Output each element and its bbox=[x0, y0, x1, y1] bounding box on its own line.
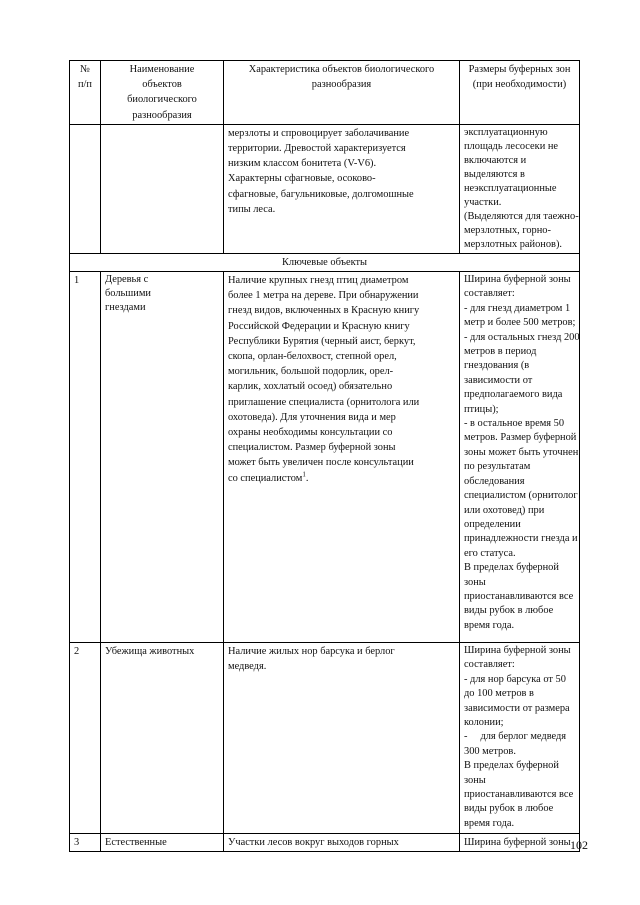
table-row bbox=[70, 272, 580, 643]
last-line: со специалистом bbox=[228, 472, 303, 484]
row-name: Убежища животных bbox=[101, 643, 224, 834]
section-row bbox=[70, 253, 580, 271]
table-row bbox=[70, 643, 580, 834]
header-characteristic: Характеристика объектов биологического разнообразия bbox=[224, 61, 460, 125]
continuation-buffer: эксплуатационную площадь лесосеки не включаются и выделяются в неэксплуатационные участки. (Выделяются для таежно- мерзлотных, горно- мерзлотных районов). bbox=[460, 124, 580, 253]
continuation-num bbox=[70, 124, 101, 253]
continuation-name bbox=[101, 124, 224, 253]
table-row bbox=[70, 834, 580, 852]
biodiversity-table bbox=[69, 60, 580, 852]
row-buffer: Ширина буферной зоны bbox=[460, 834, 580, 852]
row-characteristic: Наличие крупных гнезд птиц диаметром более 1 метра на дереве. При обнаружении гнезд видов, включенных в Красную книгу Российской Федерации и Красную книгу Республики Бурятия (черный аист, беркут, скопа, орлан-белохвост, степной орел, могильник, большой подорлик, орел- карлик, хохлатый осоед) обязательно приглашение специалиста (орнитолога или охотоведа). Для уточнения вида и мер охраны необходимы консультации со специалистом. Размер буферной зоны может быть увеличен после консультации со специалистом$^1$. bbox=[224, 272, 460, 643]
header-row bbox=[70, 61, 580, 125]
continuation-characteristic: мерзлоты и спровоцирует заболачивание территории. Древостой характеризуется низким классом бонитета (V-V6). Характерны сфагновые, осоково- сфагновые, багульниковые, долгомошные типы леса. bbox=[224, 124, 460, 253]
row-num: 2 bbox=[70, 643, 101, 834]
continuation-row bbox=[70, 124, 580, 253]
row-buffer: Ширина буферной зоны составляет: - для гнезд диаметром 1 метр и более 500 метров; - для остальных гнезд 200 метров в период гнездования (в зависимости от предполагаемого вида птицы); - в остальное время 50 метров. Размер буферной зоны может быть уточнен по результатам обследования специалистом (орнитолог или охотовед) при определении принадлежности гнезда и его статуса. В пределах буферной зоны приостанавливаются все виды рубок в любое время года. bbox=[460, 272, 580, 643]
row-name: Деревья с большими гнездами bbox=[101, 272, 224, 643]
last-line-end: . bbox=[305, 472, 309, 484]
row-characteristic: Участки лесов вокруг выходов горных bbox=[224, 834, 460, 852]
header-name: Наименование объектов биологического разнообразия bbox=[101, 61, 224, 125]
row-num: 3 bbox=[70, 834, 101, 852]
row-buffer: Ширина буферной зоны составляет: - для нор барсука от 50 до 100 метров в зависимости от размера колонии; - для берлог медведя 300 метров. В пределах буферной зоны приостанавливаются все виды рубок в любое время года. bbox=[460, 643, 580, 834]
footnote-mark: 1 bbox=[302, 470, 306, 479]
row-characteristic: Наличие жилых нор барсука и берлог медведя. bbox=[224, 643, 460, 834]
row-name: Естественные bbox=[101, 834, 224, 852]
page-number: 102 bbox=[570, 838, 588, 852]
header-buffer: Размеры буферных зон (при необходимости) bbox=[460, 61, 580, 125]
header-num: № п/п bbox=[70, 61, 101, 125]
row-num: 1 bbox=[70, 272, 101, 643]
section-title: Ключевые объекты bbox=[70, 253, 580, 271]
